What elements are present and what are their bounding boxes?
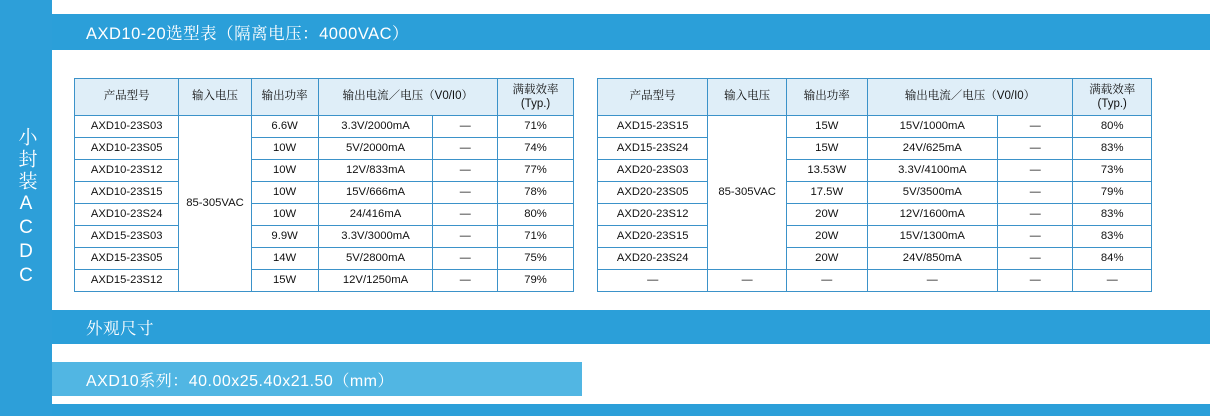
cell-model: AXD10-23S03 — [75, 116, 179, 138]
cell-model: AXD15-23S15 — [598, 116, 708, 138]
cell-power: 10W — [251, 160, 318, 182]
right-table-head — [598, 79, 1152, 116]
cell-power: 15W — [251, 270, 318, 292]
cell-power: 9.9W — [251, 226, 318, 248]
table-row — [598, 138, 1152, 160]
col-efficiency-line2: (Typ.) — [520, 98, 551, 110]
side-tab-label: 小封装ACDC — [15, 127, 37, 289]
cell-input-voltage: 85-305VAC — [179, 116, 251, 292]
cell-power: 14W — [251, 248, 318, 270]
cell-output-1: 12V/833mA — [318, 160, 433, 182]
bottom-accent-bar — [52, 404, 1210, 416]
table-row — [598, 116, 1152, 138]
col-input-voltage: 输入电压 — [179, 79, 251, 116]
table-row — [75, 248, 574, 270]
cell-output-2: — — [998, 248, 1073, 270]
cell-model: AXD10-23S05 — [75, 138, 179, 160]
cell-output-1: 5V/3500mA — [867, 182, 997, 204]
cell-model: AXD20-23S24 — [598, 248, 708, 270]
cell-power: 20W — [786, 204, 867, 226]
cell-efficiency: 84% — [1073, 248, 1152, 270]
cell-model: — — [598, 270, 708, 292]
cell-power: 10W — [251, 138, 318, 160]
cell-output-2: — — [998, 160, 1073, 182]
cell-efficiency: 79% — [1073, 182, 1152, 204]
cell-output-1: 24V/850mA — [867, 248, 997, 270]
page-content — [52, 0, 1210, 416]
cell-output-2: — — [433, 182, 498, 204]
cell-output-2: — — [998, 226, 1073, 248]
cell-output-1: 12V/1250mA — [318, 270, 433, 292]
cell-efficiency: 74% — [498, 138, 574, 160]
right-table-body — [598, 116, 1152, 292]
cell-efficiency: 83% — [1073, 226, 1152, 248]
section-title-bar — [52, 14, 1210, 50]
col-efficiency-line2: (Typ.) — [1097, 98, 1127, 110]
col-output-power: 输出功率 — [251, 79, 318, 116]
series-dimension-text: AXD10系列：40.00x25.40x21.50（mm） — [86, 372, 394, 390]
cell-output-1: 5V/2000mA — [318, 138, 433, 160]
left-table-body — [75, 116, 574, 292]
cell-power: 10W — [251, 182, 318, 204]
table-row — [75, 204, 574, 226]
col-efficiency — [1073, 79, 1152, 116]
cell-power: 15W — [786, 116, 867, 138]
cell-power: 10W — [251, 204, 318, 226]
cell-model: AXD10-23S12 — [75, 160, 179, 182]
cell-output-1: — — [867, 270, 997, 292]
side-tab-acdc — [0, 0, 52, 416]
cell-output-1: 24V/625mA — [867, 138, 997, 160]
cell-output-2: — — [433, 226, 498, 248]
cell-efficiency: 83% — [1073, 138, 1152, 160]
dimensions-bar — [52, 310, 1210, 344]
cell-power: 17.5W — [786, 182, 867, 204]
cell-model: AXD15-23S05 — [75, 248, 179, 270]
cell-output-1: 3.3V/3000mA — [318, 226, 433, 248]
cell-output-2: — — [998, 138, 1073, 160]
table-row — [75, 270, 574, 292]
selection-tables — [52, 78, 1210, 292]
col-efficiency-line1: 满载效率 — [512, 83, 559, 96]
cell-output-2: — — [433, 160, 498, 182]
table-row — [75, 182, 574, 204]
cell-output-2: — — [433, 270, 498, 292]
cell-efficiency: 83% — [1073, 204, 1152, 226]
cell-output-1: 12V/1600mA — [867, 204, 997, 226]
left-selection-table — [74, 78, 574, 292]
cell-efficiency: 80% — [1073, 116, 1152, 138]
table-row — [598, 248, 1152, 270]
table-header-row — [598, 79, 1152, 116]
cell-efficiency: 73% — [1073, 160, 1152, 182]
cell-output-1: 3.3V/2000mA — [318, 116, 433, 138]
table-row — [75, 160, 574, 182]
cell-model: AXD20-23S05 — [598, 182, 708, 204]
cell-output-2: — — [998, 116, 1073, 138]
dimensions-title-text: 外观尺寸 — [86, 320, 154, 338]
series-dimension-bar — [52, 362, 582, 396]
cell-efficiency: 71% — [498, 226, 574, 248]
cell-power: — — [786, 270, 867, 292]
cell-efficiency: — — [1073, 270, 1152, 292]
cell-model: AXD15-23S24 — [598, 138, 708, 160]
cell-power: 20W — [786, 226, 867, 248]
cell-output-1: 15V/1300mA — [867, 226, 997, 248]
cell-output-2: — — [998, 270, 1073, 292]
col-model: 产品型号 — [75, 79, 179, 116]
cell-power: 15W — [786, 138, 867, 160]
table-row — [75, 138, 574, 160]
cell-output-2: — — [998, 204, 1073, 226]
cell-model: AXD10-23S24 — [75, 204, 179, 226]
cell-output-1: 24/416mA — [318, 204, 433, 226]
table-row — [598, 204, 1152, 226]
cell-model: AXD20-23S03 — [598, 160, 708, 182]
cell-output-2: — — [433, 248, 498, 270]
cell-efficiency: 75% — [498, 248, 574, 270]
cell-power: 20W — [786, 248, 867, 270]
cell-model: AXD20-23S15 — [598, 226, 708, 248]
cell-power: 6.6W — [251, 116, 318, 138]
cell-output-1: 15V/1000mA — [867, 116, 997, 138]
col-output-current-voltage: 输出电流／电压（V0/I0） — [318, 79, 498, 116]
cell-output-2: — — [998, 182, 1073, 204]
left-table-head — [75, 79, 574, 116]
table-header-row — [75, 79, 574, 116]
cell-output-2: — — [433, 138, 498, 160]
col-model: 产品型号 — [598, 79, 708, 116]
section-title-text: AXD10-20选型表（隔离电压：4000VAC） — [86, 25, 410, 43]
cell-model: AXD20-23S12 — [598, 204, 708, 226]
cell-output-2: — — [433, 204, 498, 226]
cell-efficiency: 77% — [498, 160, 574, 182]
cell-efficiency: 79% — [498, 270, 574, 292]
table-row — [75, 226, 574, 248]
cell-model: AXD10-23S15 — [75, 182, 179, 204]
col-efficiency-line1: 满载效率 — [1089, 83, 1136, 96]
cell-model: AXD15-23S03 — [75, 226, 179, 248]
col-output-power: 输出功率 — [786, 79, 867, 116]
table-row — [598, 226, 1152, 248]
cell-output-1: 15V/666mA — [318, 182, 433, 204]
cell-output-1: 5V/2800mA — [318, 248, 433, 270]
table-row — [598, 270, 1152, 292]
cell-output-1: 3.3V/4100mA — [867, 160, 997, 182]
cell-output-2: — — [433, 116, 498, 138]
table-row — [75, 116, 574, 138]
cell-efficiency: 80% — [498, 204, 574, 226]
cell-efficiency: 78% — [498, 182, 574, 204]
table-row — [598, 160, 1152, 182]
right-selection-table — [597, 78, 1152, 292]
cell-model: AXD15-23S12 — [75, 270, 179, 292]
col-efficiency — [498, 79, 574, 116]
col-output-current-voltage: 输出电流／电压（V0/I0） — [867, 79, 1073, 116]
cell-input-voltage: 85-305VAC — [708, 116, 787, 270]
cell-power: 13.53W — [786, 160, 867, 182]
cell-input-voltage: — — [708, 270, 787, 292]
table-row — [598, 182, 1152, 204]
cell-efficiency: 71% — [498, 116, 574, 138]
col-input-voltage: 输入电压 — [708, 79, 787, 116]
